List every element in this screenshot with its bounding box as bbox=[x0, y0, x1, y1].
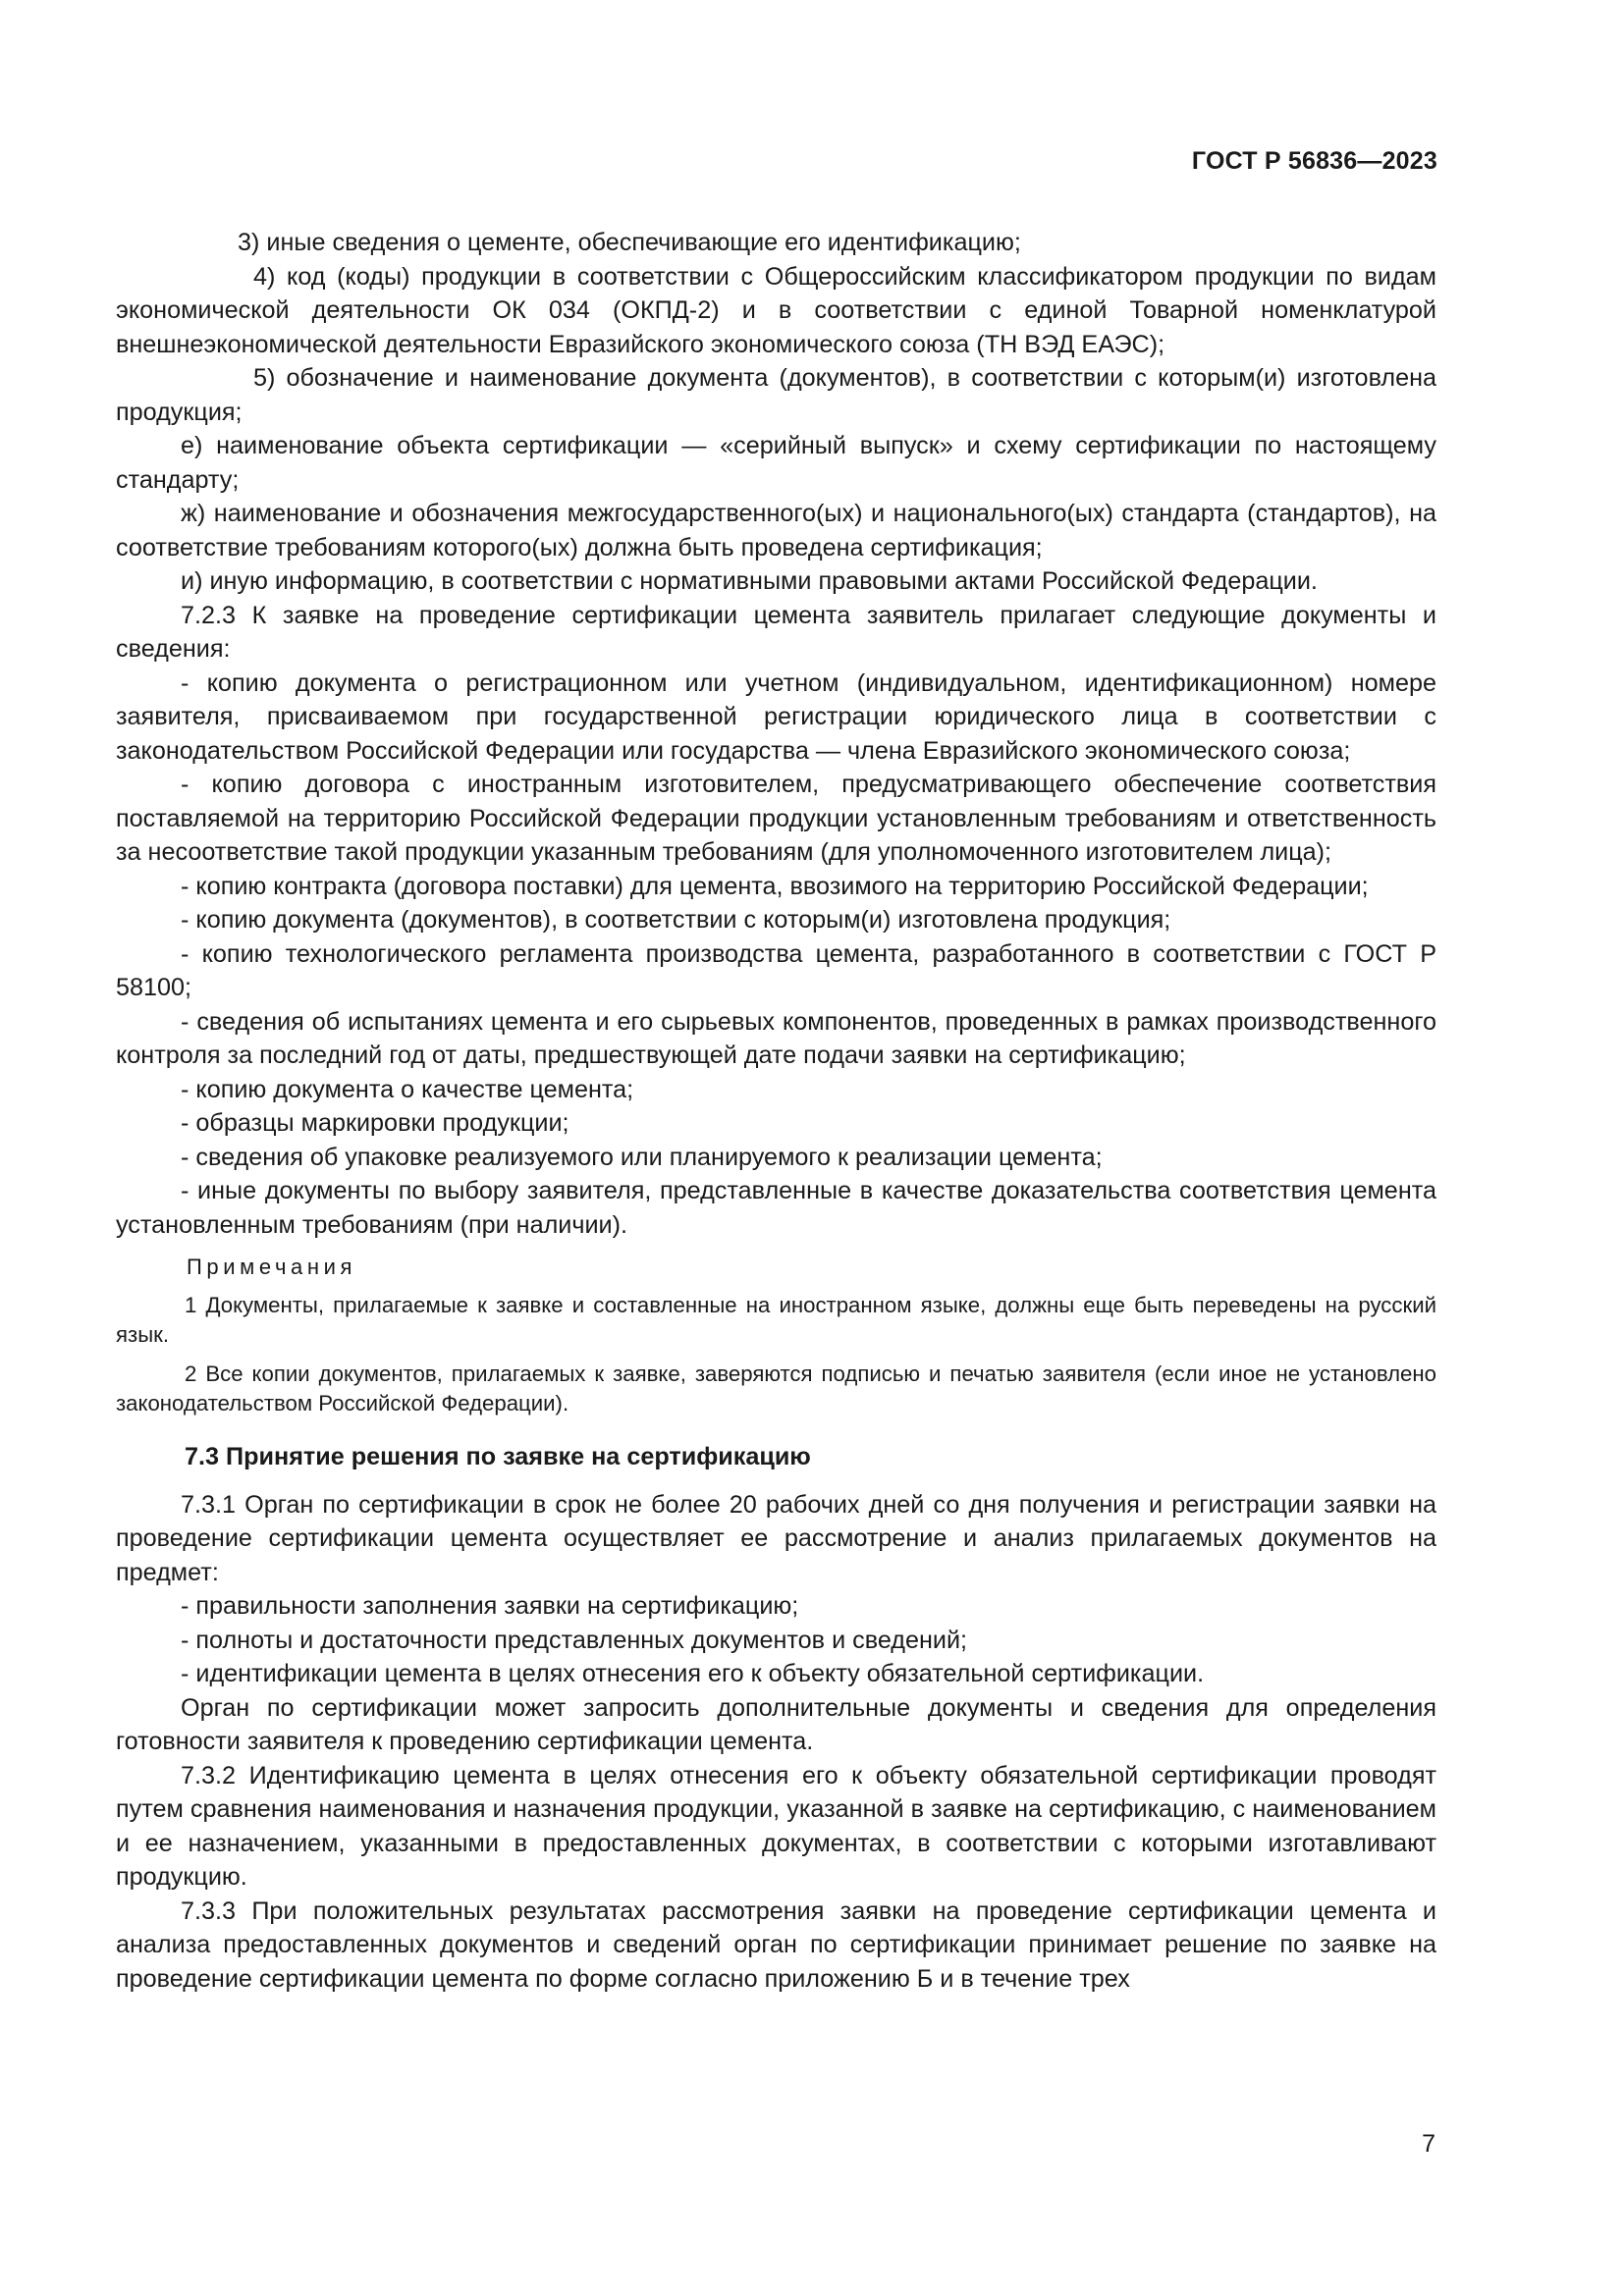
bullet-item: - копию документа о регистрационном или учетном (индивидуальном, идентификационном) номере заявителя, присваиваемом при государственной регистрации юридического лица в соответствии с законодательством Российской Федерации или государства — члена Евразийского экономического союза; bbox=[116, 668, 1436, 765]
bullet-item: - копию документа (документов), в соответствии с которым(и) изготовлена продукция; bbox=[181, 906, 1171, 934]
list-item: 3) иные сведения о цементе, обеспечивающие его идентификацию; bbox=[238, 229, 1021, 256]
clause-7-3-3: 7.3.3 При положительных результатах рассмотрения заявки на проведение сертификации цемента и анализа предоставленных документов и сведений орган по сертификации принимает решение по заявке на проведение сертификации цемента по форме согласно приложению Б и в течение трех bbox=[116, 1896, 1436, 1993]
paragraph: Орган по сертификации может запросить дополнительные документы и сведения для определения готовности заявителя к проведению сертификации цемента. bbox=[116, 1693, 1436, 1755]
section-title: 7.3 Принятие решения по заявке на сертификацию bbox=[185, 1443, 811, 1470]
list-item-e: е) наименование объекта сертификации — «серийный выпуск» и схему сертификации по настоящему стандарту; bbox=[116, 432, 1436, 494]
document-body bbox=[116, 226, 1436, 1996]
bullet-item: - сведения об упаковке реализуемого или планируемого к реализации цемента; bbox=[181, 1143, 1103, 1171]
notes-heading: Примечания bbox=[187, 1255, 357, 1279]
note-item: 2 Все копии документов, прилагаемых к заявке, заверяются подписью и печатью заявителя (если иное не установлено законодательством Российской Федерации). bbox=[116, 1362, 1436, 1415]
bullet-item: - копию документа о качестве цемента; bbox=[181, 1075, 634, 1103]
list-item: 5) обозначение и наименование документа (документов), в соответствии с которым(и) изготовлена продукция; bbox=[116, 364, 1436, 426]
bullet-item: - идентификации цемента в целях отнесения его к объекту обязательной сертификации. bbox=[181, 1660, 1205, 1687]
list-item: 4) код (коды) продукции в соответствии с Общероссийским классификатором продукции по видам экономической деятельности ОК 034 (ОКПД-2) и в соответствии с единой Товарной номенклатурой внешнеэкономической деятельности Евразийского экономического союза (ТН ВЭД ЕАЭС); bbox=[116, 262, 1436, 358]
bullet-item: - сведения об испытаниях цемента и его сырьевых компонентов, проведенных в рамках производственного контроля за последний год от даты, предшествующей дате подачи заявки на сертификацию; bbox=[116, 1007, 1436, 1069]
note-item: 1 Документы, прилагаемые к заявке и составленные на иностранном языке, должны еще быть переведены на русский язык. bbox=[116, 1293, 1436, 1347]
bullet-item: - копию договора с иностранным изготовителем, предусматривающего обеспечение соответствия поставляемой на территорию Российской Федерации продукции установленным требованиям и ответственность за несоответствие такой продукции указанным требованиям (для уполномоченного изготовителем лица); bbox=[116, 771, 1436, 866]
clause-7-2-3: 7.2.3 К заявке на проведение сертификации цемента заявитель прилагает следующие документы и сведения: bbox=[116, 601, 1436, 663]
clause-7-3-1: 7.3.1 Орган по сертификации в срок не более 20 рабочих дней со дня получения и регистрации заявки на проведение сертификации цемента осуществляет ее рассмотрение и анализ прилагаемых документов на предмет: bbox=[116, 1490, 1436, 1586]
page-number: 7 bbox=[1422, 2130, 1435, 2158]
bullet-item: - копию контракта (договора поставки) для цемента, ввозимого на территорию Российской Федерации; bbox=[181, 872, 1369, 900]
bullet-item: - образцы маркировки продукции; bbox=[181, 1109, 569, 1137]
bullet-item: - иные документы по выбору заявителя, представленные в качестве доказательства соответствия цемента установленным требованиям (при наличии). bbox=[116, 1177, 1436, 1239]
list-item-i: и) иную информацию, в соответствии с нормативными правовыми актами Российской Федерации. bbox=[181, 567, 1318, 595]
bullet-item: - полноты и достаточности представленных документов и сведений; bbox=[181, 1626, 968, 1654]
bullet-item: - правильности заполнения заявки на сертификацию; bbox=[181, 1592, 799, 1620]
clause-7-3-2: 7.3.2 Идентификацию цемента в целях отнесения его к объекту обязательной сертификации проводят путем сравнения наименования и назначения продукции, указанной в заявке на сертификацию, с наименованием и ее назначением, указанными в предоставленных документах, в соответствии с которыми изготавливают продукцию. bbox=[116, 1761, 1436, 1891]
document-header: ГОСТ Р 56836—2023 bbox=[1191, 147, 1437, 175]
list-item-zh: ж) наименование и обозначения межгосударственного(ых) и национального(ых) стандарта (стандартов), на соответствие требованиям которого(ых) должна быть проведена сертификация; bbox=[116, 500, 1436, 561]
bullet-item: - копию технологического регламента производства цемента, разработанного в соответствии с ГОСТ Р 58100; bbox=[116, 939, 1436, 1001]
